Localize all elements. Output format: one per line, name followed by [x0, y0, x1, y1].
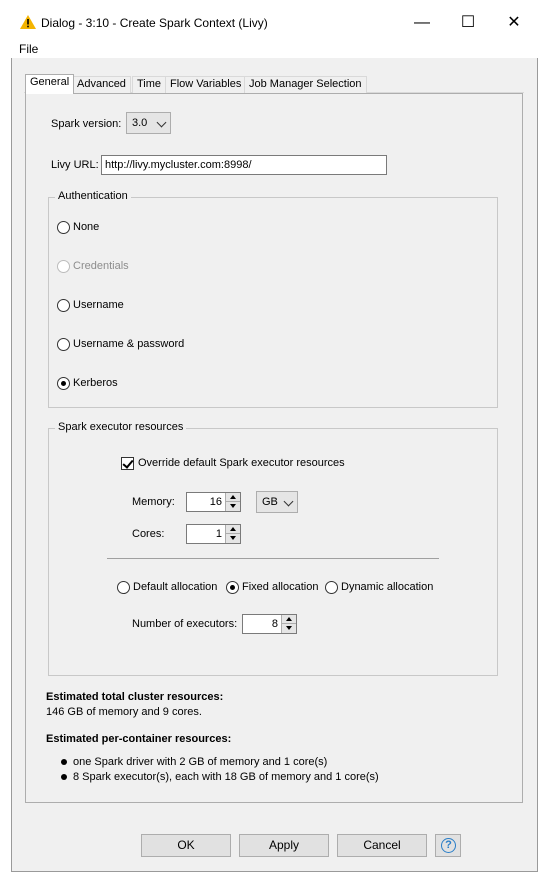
bullet-icon: [61, 774, 67, 780]
default-allocation-label: Default allocation: [133, 581, 218, 593]
arrow-up-icon: [286, 617, 292, 621]
auth-none-radio[interactable]: [57, 221, 70, 234]
help-button[interactable]: [435, 834, 461, 857]
maximize-button[interactable]: ☐: [460, 14, 476, 31]
memory-increment-button[interactable]: [226, 493, 240, 502]
container-item-driver: one Spark driver with 2 GB of memory and 1 core(s): [73, 756, 328, 768]
number-of-executors-spinner[interactable]: [242, 614, 297, 634]
override-resources-label: Override default Spark executor resources: [138, 457, 345, 469]
tab-job-manager-selection[interactable]: Job Manager Selection: [244, 76, 367, 93]
auth-username-radio[interactable]: [57, 299, 70, 312]
arrow-down-icon: [230, 504, 236, 508]
livy-url-label: Livy URL:: [51, 159, 99, 171]
cores-spinner[interactable]: [186, 524, 241, 544]
executor-resources-title: Spark executor resources: [55, 421, 186, 433]
per-container-title: Estimated per-container resources:: [46, 733, 232, 745]
cores-spinner-buttons: [225, 525, 240, 543]
memory-value: 16: [209, 496, 222, 508]
spark-version-value: 3.0: [132, 117, 148, 129]
cores-label: Cores:: [132, 528, 165, 540]
total-resources-text: 146 GB of memory and 9 cores.: [46, 706, 202, 718]
tab-advanced[interactable]: Advanced: [72, 76, 131, 93]
menu-file[interactable]: File: [19, 42, 39, 56]
spark-version-label: Spark version:: [51, 118, 122, 130]
dynamic-allocation-radio[interactable]: [325, 581, 338, 594]
auth-kerberos-radio[interactable]: [57, 377, 70, 390]
memory-unit-select[interactable]: [256, 491, 298, 513]
executors-spinner-buttons: [281, 615, 296, 633]
minimize-button[interactable]: —: [414, 14, 430, 31]
memory-spinner-buttons: [225, 493, 240, 511]
executors-increment-button[interactable]: [282, 615, 296, 624]
warning-triangle-icon: [20, 15, 36, 29]
chevron-down-icon: [284, 497, 294, 507]
tab-flow-variables[interactable]: Flow Variables: [165, 76, 246, 93]
number-of-executors-label: Number of executors:: [132, 618, 238, 630]
menu-bar: [11, 38, 538, 58]
override-resources-checkbox[interactable]: [121, 457, 134, 470]
cores-value: 1: [215, 528, 222, 540]
spark-version-select[interactable]: [126, 112, 171, 134]
memory-spinner[interactable]: [186, 492, 241, 512]
authentication-title: Authentication: [55, 190, 131, 202]
arrow-up-icon: [230, 495, 236, 499]
window-title: Dialog - 3:10 - Create Spark Context (Livy): [41, 16, 268, 30]
tab-time[interactable]: Time: [132, 76, 166, 93]
memory-label: Memory:: [132, 496, 175, 508]
arrow-down-icon: [286, 626, 292, 630]
auth-credentials-label: Credentials: [73, 260, 129, 272]
auth-username-label: Username: [73, 299, 124, 311]
tab-general[interactable]: General: [25, 74, 74, 94]
executors-decrement-button[interactable]: [282, 624, 296, 633]
fixed-allocation-label: Fixed allocation: [242, 581, 319, 593]
container-item-executors: 8 Spark executor(s), each with 18 GB of memory and 1 core(s): [73, 771, 379, 783]
cores-decrement-button[interactable]: [226, 534, 240, 543]
auth-username-password-label: Username & password: [73, 338, 185, 350]
memory-unit-value: GB: [262, 496, 278, 508]
cancel-button[interactable]: Cancel: [337, 834, 427, 857]
livy-url-input[interactable]: http://livy.mycluster.com:8998/: [101, 155, 387, 175]
auth-none-label: None: [73, 221, 100, 233]
ok-button[interactable]: OK: [141, 834, 231, 857]
auth-kerberos-label: Kerberos: [73, 377, 118, 389]
arrow-up-icon: [230, 527, 236, 531]
cores-increment-button[interactable]: [226, 525, 240, 534]
number-of-executors-value: 8: [271, 618, 278, 630]
close-button[interactable]: ✕: [507, 14, 521, 31]
default-allocation-radio[interactable]: [117, 581, 130, 594]
fixed-allocation-radio[interactable]: [226, 581, 239, 594]
apply-button[interactable]: Apply: [239, 834, 329, 857]
memory-decrement-button[interactable]: [226, 502, 240, 511]
total-resources-title: Estimated total cluster resources:: [46, 691, 224, 703]
dynamic-allocation-label: Dynamic allocation: [341, 581, 434, 593]
bullet-icon: [61, 759, 67, 765]
help-icon: ?: [441, 838, 456, 853]
auth-credentials-radio[interactable]: [57, 260, 70, 273]
arrow-down-icon: [230, 536, 236, 540]
chevron-down-icon: [157, 118, 167, 128]
separator: [107, 558, 439, 559]
auth-username-password-radio[interactable]: [57, 338, 70, 351]
